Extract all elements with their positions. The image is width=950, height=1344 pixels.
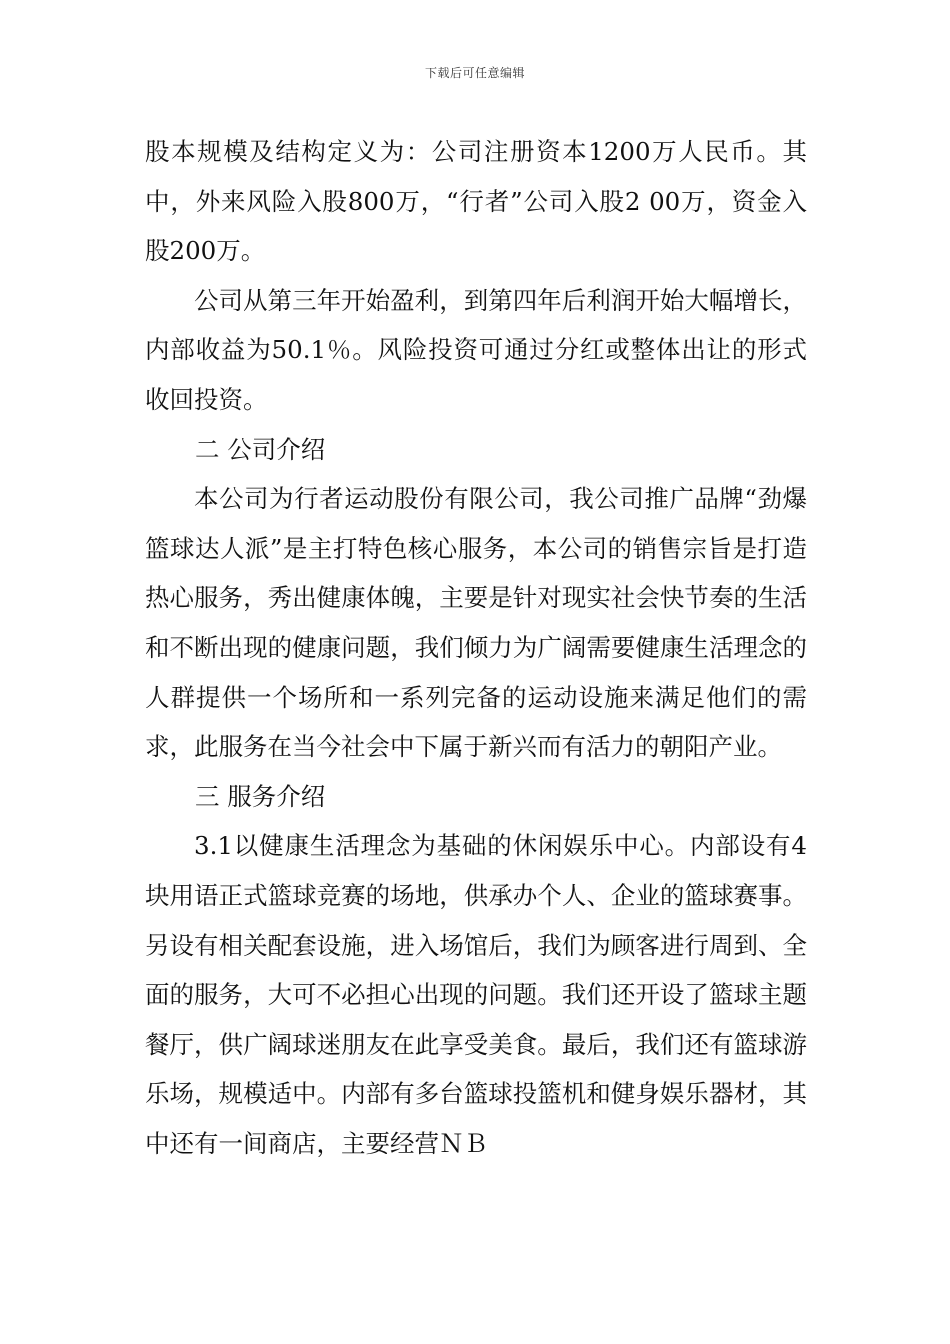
page-header: 下载后可任意编辑 xyxy=(424,66,525,80)
paragraph-company-intro: 本公司为行者运动股份有限公司，我公司推广品牌“劲爆篮球达人派”是主打特色核心服务，本公司的销售宗旨是打造热心服务，秀出健康体魄，主要是针对现实社会快节奏的生活和不断出现的健康问题，我们倾力为广阔需要健康生活理念的人群提供一个场所和一系列完备的运动设施来满足他们的需求，此服务在当今社会中下属于新兴而有活力的朝阳产业。 xyxy=(145,484,807,762)
section-heading-service-intro: 三 服务介绍 xyxy=(195,781,326,811)
paragraph-service-intro: 3.1以健康生活理念为基础的休闲娱乐中心。内部设有4块用语正式篮球竞赛的场地，供承办个人、企业的篮球赛事。另设有相关配套设施，进入场馆后，我们为顾客进行周到、全面的服务，大可不必担心出现的问题。我们还开设了篮球主题餐厅，供广阔球迷朋友在此享受美食。最后，我们还有篮球游乐场，规模适中。内部有多台篮球投篮机和健身娱乐器材，其中还有一间商店，主要经营ＮＢ xyxy=(145,831,807,1158)
section-heading-company-intro: 二 公司介绍 xyxy=(195,434,326,464)
paragraph-profit-forecast: 公司从第三年开始盈利，到第四年后利润开始大幅增长，内部收益为50.1％。风险投资可通过分红或整体出让的形式收回投资。 xyxy=(145,285,807,414)
paragraph-capital-structure: 股本规模及结构定义为：公司注册资本1200万人民币。其中，外来风险入股800万，“行者”公司入股2 00万，资金入股200万。 xyxy=(145,137,807,266)
document-body xyxy=(145,127,807,1168)
